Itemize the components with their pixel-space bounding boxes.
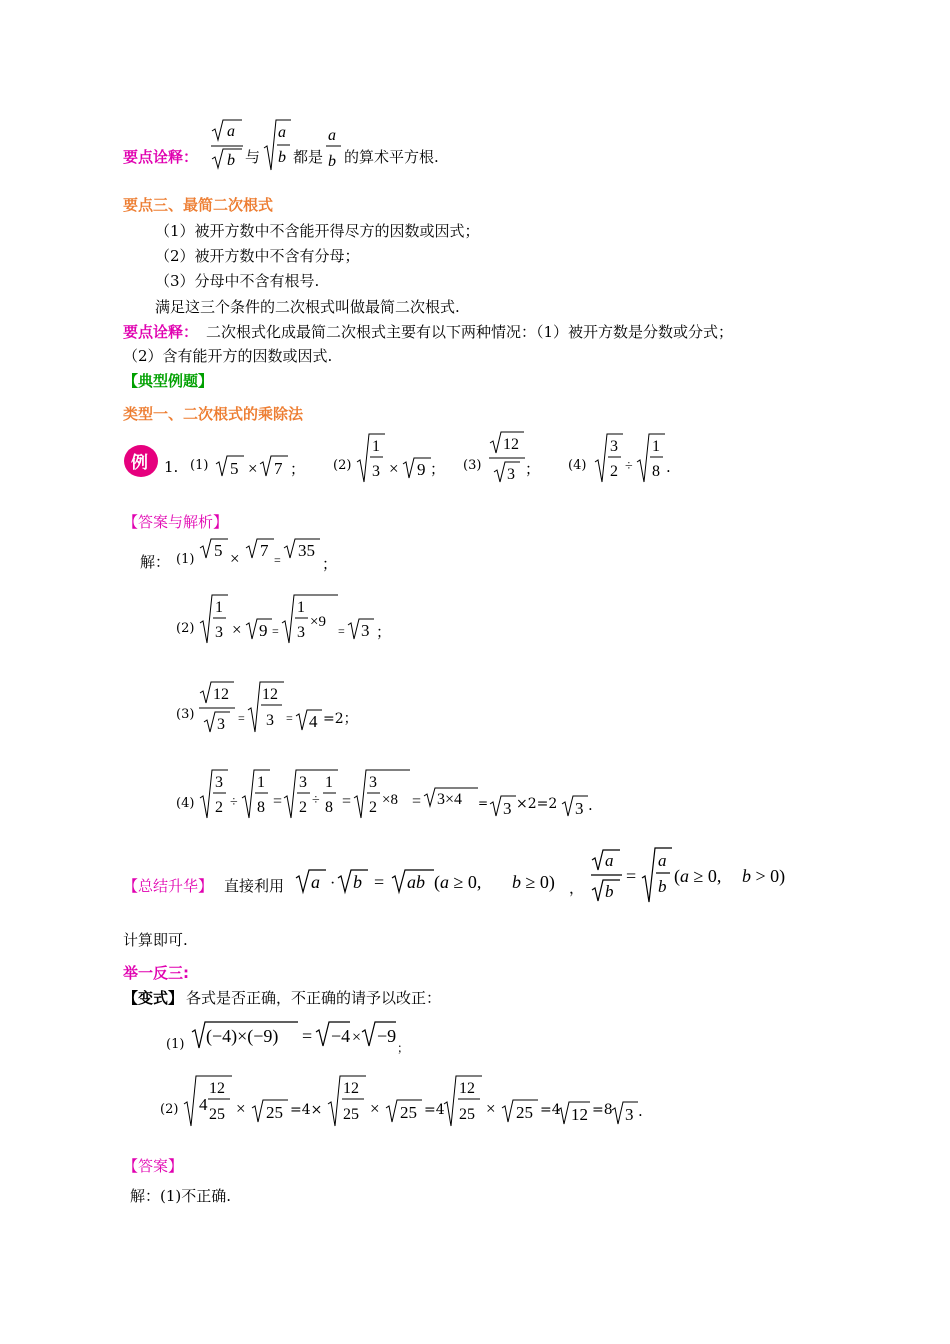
svg-text:8: 8 (257, 799, 265, 816)
svg-text:a: a (658, 851, 667, 870)
svg-text:×: × (389, 459, 399, 478)
svg-text:3: 3 (215, 774, 223, 791)
formula-var2-a (182, 1074, 290, 1130)
times-two: ×2=2 (516, 796, 558, 812)
equals-4: =4 (540, 1102, 561, 1118)
svg-text:·: · (330, 875, 336, 892)
svg-text:÷: ÷ (625, 459, 633, 474)
solution-label: 解： (140, 553, 171, 571)
formula-sol4 (198, 768, 488, 822)
svg-text:(a ≥ 0,: (a ≥ 0, (434, 872, 482, 892)
svg-text:(−4)×(−9): (−4)×(−9) (206, 1026, 279, 1046)
svg-text:8: 8 (325, 799, 333, 816)
end-mark: . (638, 1102, 643, 1120)
equals-4: =4 (424, 1102, 445, 1118)
result-two: =2； (323, 711, 358, 727)
svg-text:25: 25 (459, 1106, 475, 1123)
separator: ； (322, 555, 338, 573)
variant-label: 【变式】 (123, 989, 184, 1007)
note-with: 与 (245, 148, 261, 166)
formula-product-rule (294, 866, 569, 896)
svg-text:−4: −4 (331, 1026, 351, 1046)
list-item: （1）被开方数中不含能开得尽方的因数或因式； (155, 222, 480, 240)
summary-text: 满足这三个条件的二次根式叫做最简二次根式. (155, 298, 460, 316)
equals-8: =8 (592, 1102, 613, 1118)
svg-text:5: 5 (214, 541, 223, 560)
svg-text:12: 12 (503, 436, 519, 453)
svg-text:4: 4 (199, 1095, 208, 1114)
svg-text:25: 25 (516, 1103, 533, 1122)
svg-text:a: a (605, 851, 614, 870)
svg-text:×: × (232, 620, 242, 639)
svg-text:=: = (274, 553, 281, 567)
example-badge (123, 444, 161, 478)
svg-text:12: 12 (459, 1080, 475, 1097)
svg-text:25: 25 (209, 1106, 225, 1123)
svg-text:×8: ×8 (382, 792, 398, 808)
variant-text: 各式是否正确，不正确的请予以改正： (186, 989, 442, 1007)
formula-sqrt3 (610, 1096, 638, 1128)
svg-text:×: × (370, 1099, 380, 1118)
formula-sqrt-a-over-sqrt-b (210, 118, 244, 174)
svg-text:3: 3 (507, 466, 515, 483)
practice-title: 举一反三: (123, 964, 189, 982)
svg-text:×: × (236, 1099, 246, 1118)
note-label: 要点诠释： (123, 148, 199, 166)
svg-text:(a ≥ 0,: (a ≥ 0, (674, 866, 722, 886)
equals-4x: =4× (290, 1102, 323, 1118)
formula-sol1 (198, 536, 323, 570)
formula-var2-c (442, 1074, 540, 1130)
end-mark: . (666, 458, 671, 476)
formula-ex1-3 (488, 430, 526, 486)
svg-text:=: = (412, 793, 422, 810)
svg-text:=: = (338, 624, 345, 638)
svg-text:=: = (302, 1026, 313, 1046)
formula-sol2 (198, 593, 383, 647)
svg-text:=: = (342, 793, 352, 810)
svg-text:12: 12 (209, 1080, 225, 1097)
svg-text:b: b (227, 152, 235, 169)
svg-text:×: × (486, 1099, 496, 1118)
end-mark: . (588, 796, 593, 814)
svg-text:=: = (374, 872, 385, 892)
svg-text:25: 25 (343, 1106, 359, 1123)
summary-label: 【总结升华】 (123, 877, 214, 895)
svg-text:1: 1 (325, 774, 333, 791)
separator: ； (397, 1041, 410, 1055)
svg-text:5: 5 (230, 459, 239, 478)
answer-heading: 【答案与解析】 (123, 513, 229, 531)
part-label: (1) (190, 458, 209, 473)
formula-quotient-rule (590, 846, 800, 906)
svg-text:7: 7 (274, 459, 283, 478)
svg-text:b: b (658, 877, 667, 896)
svg-text:=: = (273, 793, 283, 810)
svg-text:a: a (311, 872, 320, 892)
svg-text:−9: −9 (377, 1026, 397, 1046)
formula-ex1-1 (214, 450, 299, 482)
svg-text:25: 25 (400, 1103, 417, 1122)
example-number: 1. (164, 458, 179, 476)
equals: = (478, 796, 489, 810)
answer-text: 解：(1)不正确. (130, 1187, 232, 1205)
svg-text:3: 3 (369, 774, 377, 791)
svg-text:a: a (328, 127, 336, 144)
formula-ex1-4 (593, 432, 667, 484)
svg-text:3: 3 (215, 624, 223, 641)
list-item: （3）分母中不含有根号. (155, 272, 320, 290)
svg-text:2: 2 (215, 799, 223, 816)
svg-text:2: 2 (369, 799, 377, 816)
svg-text:÷: ÷ (312, 793, 320, 808)
svg-text:b: b (353, 872, 362, 892)
formula-sol3 (198, 680, 323, 736)
part-label: (4) (568, 458, 587, 473)
svg-text:3: 3 (266, 712, 274, 729)
svg-text:9: 9 (417, 460, 426, 479)
svg-text:×9: ×9 (310, 614, 326, 630)
part-label: (1) (176, 552, 195, 567)
svg-text:×: × (248, 459, 258, 478)
svg-text:=: = (626, 866, 637, 886)
summary-text: 直接利用 (224, 877, 285, 895)
svg-text:1: 1 (297, 599, 305, 616)
note-label: 要点诠释： (123, 323, 199, 341)
svg-text:3: 3 (610, 438, 618, 455)
section-title: 要点三、最简二次根式 (123, 196, 274, 214)
svg-text:2: 2 (610, 463, 618, 480)
summary-tail: 计算即可. (123, 931, 188, 949)
svg-text:a: a (278, 124, 286, 141)
formula-ex1-2 (355, 432, 435, 484)
svg-text:25: 25 (266, 1103, 283, 1122)
svg-text:12: 12 (262, 686, 278, 703)
svg-text:9: 9 (259, 621, 268, 640)
svg-text:3: 3 (299, 774, 307, 791)
svg-text:÷: ÷ (230, 795, 238, 810)
svg-text:12: 12 (571, 1105, 588, 1124)
svg-text:ab: ab (407, 872, 425, 892)
comma: ， (569, 879, 585, 897)
list-item: （2）被开方数中不含有分母； (155, 247, 360, 265)
svg-text:3: 3 (575, 799, 584, 818)
svg-text:3: 3 (503, 799, 512, 818)
formula-sqrt12 (556, 1096, 592, 1128)
formula-sqrt3 (560, 792, 588, 822)
separator: ； (525, 460, 541, 478)
note-end: 的算术平方根. (344, 148, 439, 166)
svg-text:1: 1 (257, 774, 265, 791)
part-label: (1) (166, 1037, 185, 1052)
separator: ； (290, 460, 306, 478)
note-both: 都是 (293, 148, 324, 166)
type-title: 类型一、二次根式的乘除法 (123, 405, 304, 423)
svg-text:b: b (328, 153, 336, 170)
note-line: 二次根式化成最简二次根式主要有以下两种情况：（1）被开方数是分数或分式； (206, 323, 734, 341)
answer-heading: 【答案】 (123, 1157, 184, 1175)
part-label: (3) (176, 707, 195, 722)
svg-text:a: a (227, 123, 235, 140)
formula-var1 (190, 1018, 400, 1052)
svg-text:3×4: 3×4 (437, 791, 463, 808)
note-line: （2）含有能开方的因数或因式. (123, 347, 333, 365)
svg-text:4: 4 (309, 712, 318, 731)
svg-text:=: = (238, 711, 245, 725)
svg-text:8: 8 (652, 463, 660, 480)
svg-text:b: b (605, 882, 614, 901)
svg-text:=: = (272, 624, 279, 638)
separator: ； (430, 460, 446, 478)
svg-text:×: × (230, 549, 240, 568)
svg-text:b ≥ 0): b ≥ 0) (512, 872, 555, 892)
part-label: (4) (176, 796, 195, 811)
svg-text:3: 3 (361, 621, 370, 640)
formula-var2-b (326, 1074, 424, 1130)
svg-text:7: 7 (260, 541, 269, 560)
formula-sqrt3 (488, 792, 516, 822)
svg-text:3: 3 (297, 624, 305, 641)
formula-sqrt-a-over-b (262, 118, 292, 174)
svg-text:b > 0): b > 0) (742, 866, 786, 886)
svg-text:3: 3 (372, 463, 380, 480)
svg-text:12: 12 (213, 686, 229, 703)
part-label: (3) (463, 458, 482, 473)
examples-heading: 【典型例题】 (123, 372, 214, 390)
svg-text:3: 3 (217, 716, 225, 733)
formula-a-over-b (325, 124, 343, 174)
svg-text:35: 35 (298, 541, 315, 560)
svg-text:例: 例 (131, 453, 148, 472)
part-label: (2) (176, 621, 195, 636)
svg-text:1: 1 (652, 438, 660, 455)
svg-text:1: 1 (372, 438, 380, 455)
svg-text:×: × (352, 1029, 362, 1046)
svg-text:12: 12 (343, 1080, 359, 1097)
svg-text:b: b (278, 149, 286, 166)
svg-text:1: 1 (215, 599, 223, 616)
part-label: (2) (160, 1102, 179, 1117)
svg-text:3: 3 (625, 1105, 634, 1124)
svg-text:=: = (286, 711, 293, 725)
separator: ； (376, 623, 392, 641)
svg-text:2: 2 (299, 799, 307, 816)
part-label: (2) (333, 458, 352, 473)
